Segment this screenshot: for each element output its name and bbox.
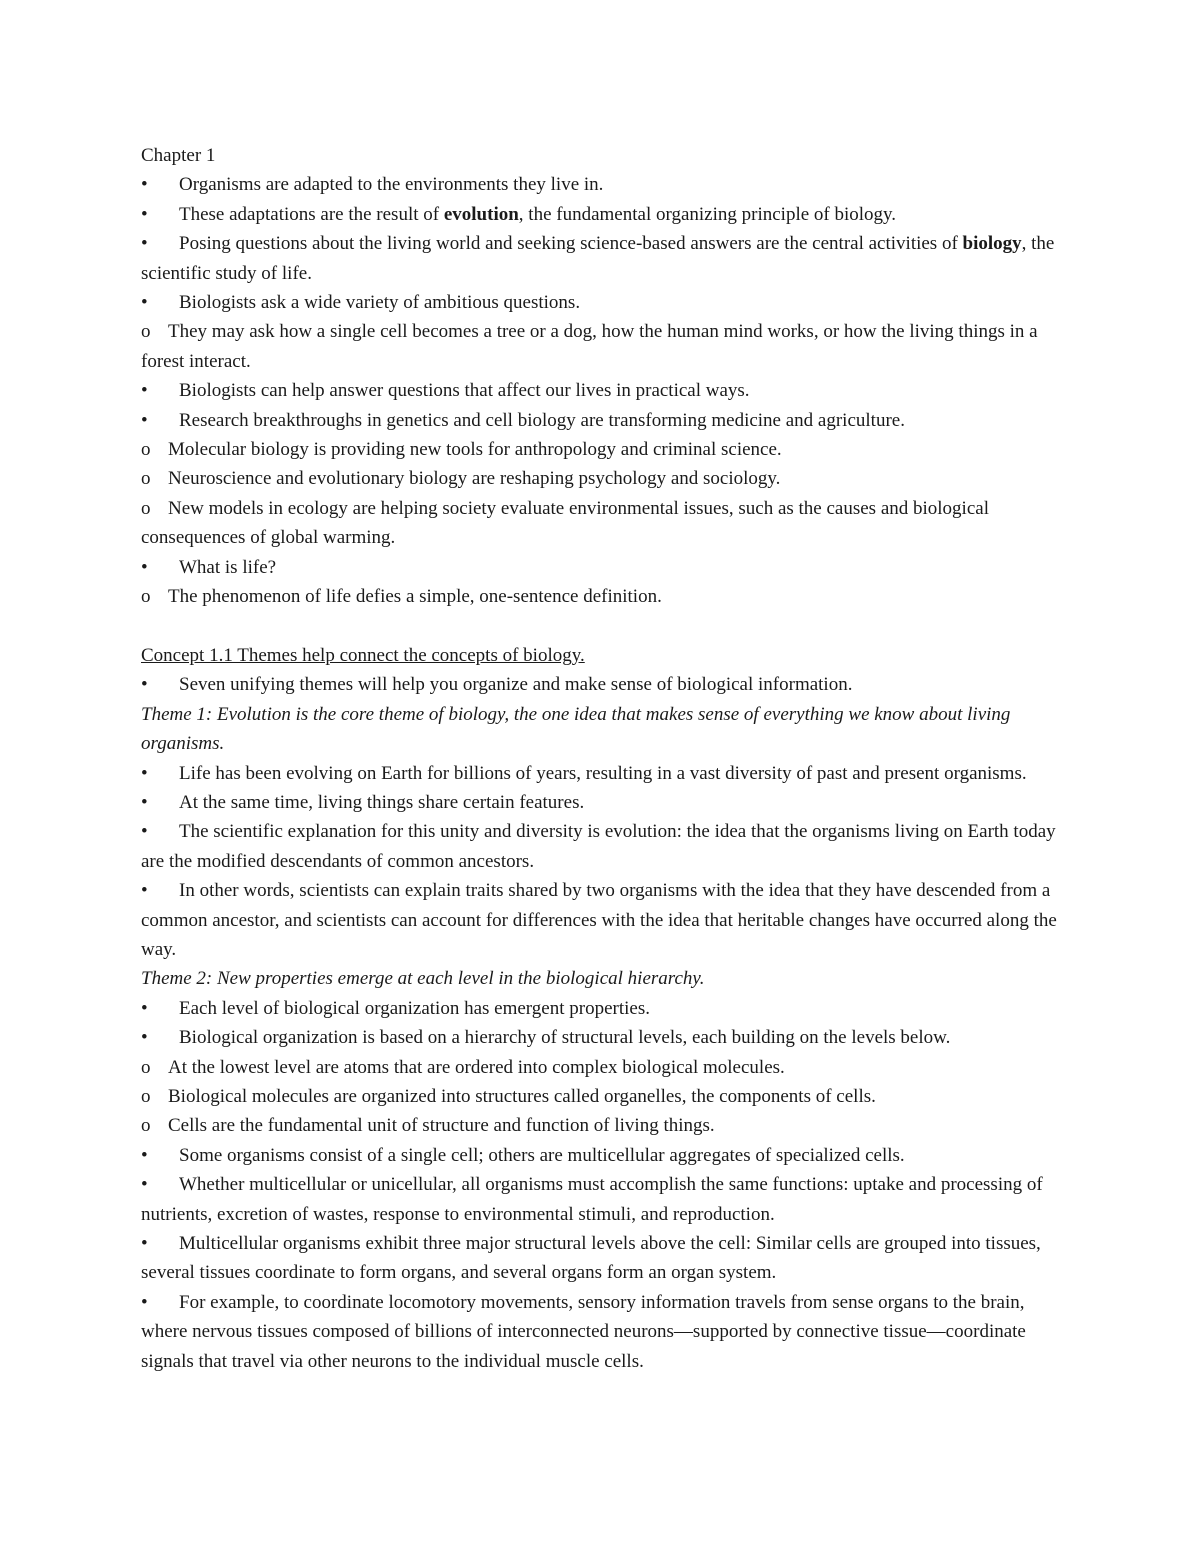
bullet-marker: • xyxy=(141,1233,148,1255)
list-item xyxy=(141,582,1061,611)
list-item xyxy=(141,1111,1061,1140)
list-item xyxy=(141,376,1061,405)
list-item-text: At the lowest level are atoms that are ordered into complex biological molecules. xyxy=(168,1056,785,1078)
list-item-text: , the scientific study of life. xyxy=(141,233,1055,284)
list-item-text: They may ask how a single cell becomes a tree or a dog, how the human mind works, or how the living things in a forest interact. xyxy=(141,321,1038,372)
bullet-marker: • xyxy=(141,233,148,255)
list-item-text: The phenomenon of life defies a simple, one-sentence definition. xyxy=(168,586,662,608)
list-item xyxy=(141,229,1061,288)
list-item-text: The scientific explanation for this unity and diversity is evolution: the idea that the organisms living on Earth today are the modified descendants of common ancestors. xyxy=(141,821,1056,872)
list-item-text: Life has been evolving on Earth for billions of years, resulting in a vast diversity of past and present organisms. xyxy=(179,762,1027,784)
theme-1-notes-list xyxy=(141,759,1061,965)
list-item-text: Each level of biological organization has emergent properties. xyxy=(179,997,650,1019)
list-item xyxy=(141,494,1061,553)
theme-2-heading: Theme 2: New properties emerge at each level in the biological hierarchy. xyxy=(141,968,705,990)
list-item xyxy=(141,788,1061,817)
list-item xyxy=(141,288,1061,317)
bullet-marker: • xyxy=(141,1027,148,1049)
bullet-marker: • xyxy=(141,1174,148,1196)
list-item-text: In other words, scientists can explain traits shared by two organisms with the idea that they have descended from a common ancestor, and scientists can account for differences with the idea that heritable changes have occurred along the way. xyxy=(141,880,1057,960)
sub-bullet-marker: o xyxy=(141,321,151,343)
list-item-text: Seven unifying themes will help you organize and make sense of biological information. xyxy=(179,674,853,696)
document-page xyxy=(141,141,1061,1376)
theme-2-notes-list xyxy=(141,994,1061,1376)
list-item-text: For example, to coordinate locomotory movements, sensory information travels from sense organs to the brain, where nervous tissues composed of billions of interconnected neurons—supported by connective tissue—coordinate signals that travel via other neurons to the individual muscle cells. xyxy=(141,1291,1026,1372)
list-item-text: Whether multicellular or unicellular, all organisms must accomplish the same functions: uptake and processing of nutrients, excretion of wastes, response to environmental stimuli, and reproduction. xyxy=(141,1174,1043,1225)
list-item-text: Biological molecules are organized into structures called organelles, the components of cells. xyxy=(168,1085,876,1107)
list-item xyxy=(141,435,1061,464)
list-item-text: Organisms are adapted to the environments they live in. xyxy=(179,174,604,196)
bullet-marker: • xyxy=(141,292,148,314)
list-item-text: Multicellular organisms exhibit three major structural levels above the cell: Similar cells are grouped into tissues, several tissues coordinate to form organs, and several organs form an organ system. xyxy=(141,1233,1041,1284)
bullet-marker: • xyxy=(141,409,148,431)
list-item xyxy=(141,406,1061,435)
bullet-marker: • xyxy=(141,380,148,402)
list-item-text: Biologists can help answer questions that affect our lives in practical ways. xyxy=(179,380,750,402)
concept-notes-list xyxy=(141,670,1061,699)
list-item-text: , the fundamental organizing principle of biology. xyxy=(518,203,897,225)
sub-bullet-marker: o xyxy=(141,497,151,519)
bullet-marker: • xyxy=(141,1144,148,1166)
list-item xyxy=(141,200,1061,229)
list-item xyxy=(141,464,1061,493)
list-item xyxy=(141,1053,1061,1082)
bullet-marker: • xyxy=(141,791,148,813)
list-item xyxy=(141,759,1061,788)
list-item xyxy=(141,876,1061,964)
list-item-text: These adaptations are the result of xyxy=(179,203,444,225)
bullet-marker: • xyxy=(141,880,148,902)
list-item-text: What is life? xyxy=(179,556,277,578)
list-item xyxy=(141,1023,1061,1052)
list-item-text: Cells are the fundamental unit of structure and function of living things. xyxy=(168,1115,715,1137)
list-item xyxy=(141,994,1061,1023)
list-item xyxy=(141,817,1061,876)
list-item xyxy=(141,553,1061,582)
sub-bullet-marker: o xyxy=(141,586,151,608)
list-item xyxy=(141,317,1061,376)
list-item xyxy=(141,1288,1061,1376)
bullet-marker: • xyxy=(141,556,148,578)
bullet-marker: • xyxy=(141,174,148,196)
list-item xyxy=(141,1170,1061,1229)
list-item xyxy=(141,1229,1061,1288)
list-item-text: Some organisms consist of a single cell; others are multicellular aggregates of specialized cells. xyxy=(179,1144,905,1166)
sub-bullet-marker: o xyxy=(141,1085,151,1107)
list-item xyxy=(141,1141,1061,1170)
section-gap xyxy=(141,612,1061,641)
list-item-text: New models in ecology are helping society evaluate environmental issues, such as the causes and biological consequences of global warming. xyxy=(141,497,989,549)
concept-heading: Concept 1.1 Themes help connect the concepts of biology. xyxy=(141,644,585,666)
list-item xyxy=(141,170,1061,199)
bullet-marker: • xyxy=(141,203,148,225)
list-item xyxy=(141,1082,1061,1111)
list-item-text: Biological organization is based on a hierarchy of structural levels, each building on the levels below. xyxy=(179,1027,951,1049)
bullet-marker: • xyxy=(141,674,148,696)
bullet-marker: • xyxy=(141,997,148,1019)
bullet-marker: • xyxy=(141,762,148,784)
chapter-notes-list xyxy=(141,170,1061,611)
list-item-text: Posing questions about the living world and seeking science-based answers are the central activities of xyxy=(179,233,963,255)
sub-bullet-marker: o xyxy=(141,439,151,461)
list-item-text: Molecular biology is providing new tools for anthropology and criminal science. xyxy=(168,439,782,461)
bold-term: evolution xyxy=(443,203,519,225)
list-item xyxy=(141,670,1061,699)
sub-bullet-marker: o xyxy=(141,1056,151,1078)
list-item-text: Neuroscience and evolutionary biology are reshaping psychology and sociology. xyxy=(168,468,781,490)
list-item-text: Biologists ask a wide variety of ambitious questions. xyxy=(179,292,581,314)
bullet-marker: • xyxy=(141,821,148,843)
bold-term: biology xyxy=(962,233,1022,255)
sub-bullet-marker: o xyxy=(141,468,151,490)
sub-bullet-marker: o xyxy=(141,1115,151,1137)
theme-1-heading: Theme 1: Evolution is the core theme of biology, the one idea that makes sense of everything we know about living organisms. xyxy=(141,703,1011,755)
list-item-text: At the same time, living things share certain features. xyxy=(179,791,585,813)
chapter-title: Chapter 1 xyxy=(141,145,216,166)
list-item-text: Research breakthroughs in genetics and cell biology are transforming medicine and agriculture. xyxy=(179,409,905,431)
bullet-marker: • xyxy=(141,1291,148,1313)
